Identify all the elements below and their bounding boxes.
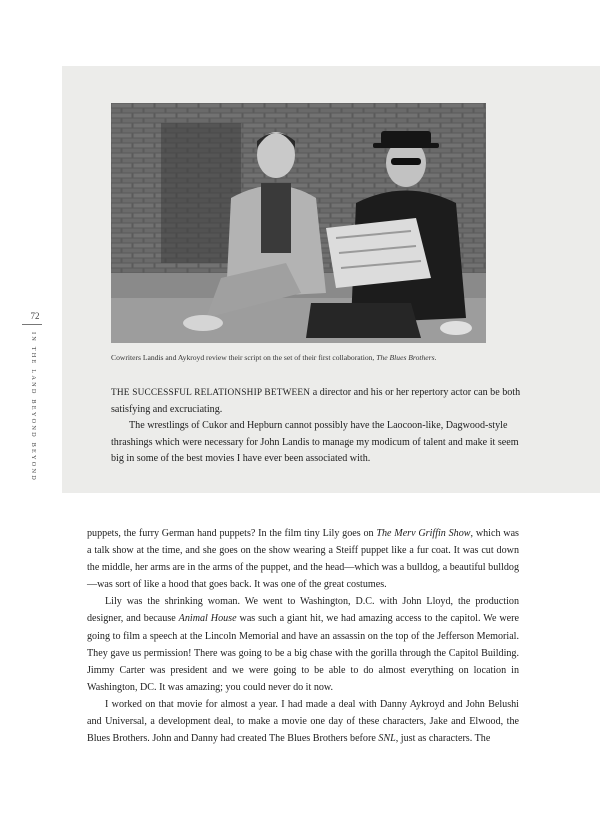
panel-text [111, 385, 521, 468]
body-p1-part-b: , which was a talk show at the time, and she goes on the show wearing a Steiff puppet like a fur coat. It was cut down the middle, her arms are in the arms of the puppet, and the head—which was a bulldog, a beautiful bulldog—was sort of like a hood that goes back. It was one of the great costumes. [87, 528, 519, 591]
photo-illustration [111, 103, 486, 343]
page-number-rule [22, 324, 42, 325]
body-p1-part-a: puppets, the furry German hand puppets? In the film tiny Lily goes on [87, 528, 377, 539]
panel-lead-in: THE SUCCESSFUL RELATIONSHIP BETWEEN [111, 388, 311, 398]
body-p3-part-a: I worked on that movie for almost a year. I had made a deal with Danny Aykroyd and John Belushi and Universal, a development deal, to make a movie one day of these characters, Jake and Elwood, the Blues Brothers. John and Danny had created The Blues Brothers before [87, 698, 519, 745]
panel-paragraph-1-text: a director and his or her repertory actor can be both satisfying and excruciating. [111, 387, 521, 415]
body-p2-part-a: Lily was the shrinking woman. We went to Washington, D.C. with John Lloyd, the production designer, and because [87, 596, 519, 625]
body-paragraph-2 [87, 593, 519, 696]
body-paragraph-3 [87, 696, 519, 747]
running-head: IN THE LAND BEYOND BEYOND [30, 332, 37, 483]
body-p2-title: Animal House [178, 613, 237, 625]
body-p1-title: The Merv Griffin Show [376, 528, 471, 539]
body-p3-part-b: , just as characters. The [395, 733, 491, 745]
caption-end: . [434, 353, 437, 362]
page-number: 72 [30, 311, 40, 321]
panel-paragraph-2: The wrestlings of Cukor and Hepburn cannot possibly have the Laocoon-like, Dagwood-style thrashings which were necessary for John Landis to manage my modicum of talent and make it seem big in some of the best movies I have ever been associated with. [111, 420, 519, 465]
body-p3-title: SNL [378, 733, 396, 745]
caption-text: Cowriters Landis and Aykroyd review their script on the set of their first collaboration, [111, 353, 377, 362]
photo [111, 103, 486, 343]
body-text [87, 525, 519, 747]
body-p2-part-b: was such a giant hit, we had amazing access to the capitol. We were going to film a speech at the Lincoln Memorial and have an assassin on the top of the Jefferson Memorial. They gave us permission! There was going to be a big chase with the gorilla through the Capitol Building. Jimmy Carter was president and we were going to be able to do almost everything on location in Washington, DC. It was amazing; you could never do it now. [87, 613, 519, 693]
body-paragraph-1 [87, 525, 519, 593]
caption-title: The Blues Brothers [376, 353, 435, 362]
panel-paragraph-1 [111, 385, 521, 418]
photo-caption [111, 353, 531, 362]
